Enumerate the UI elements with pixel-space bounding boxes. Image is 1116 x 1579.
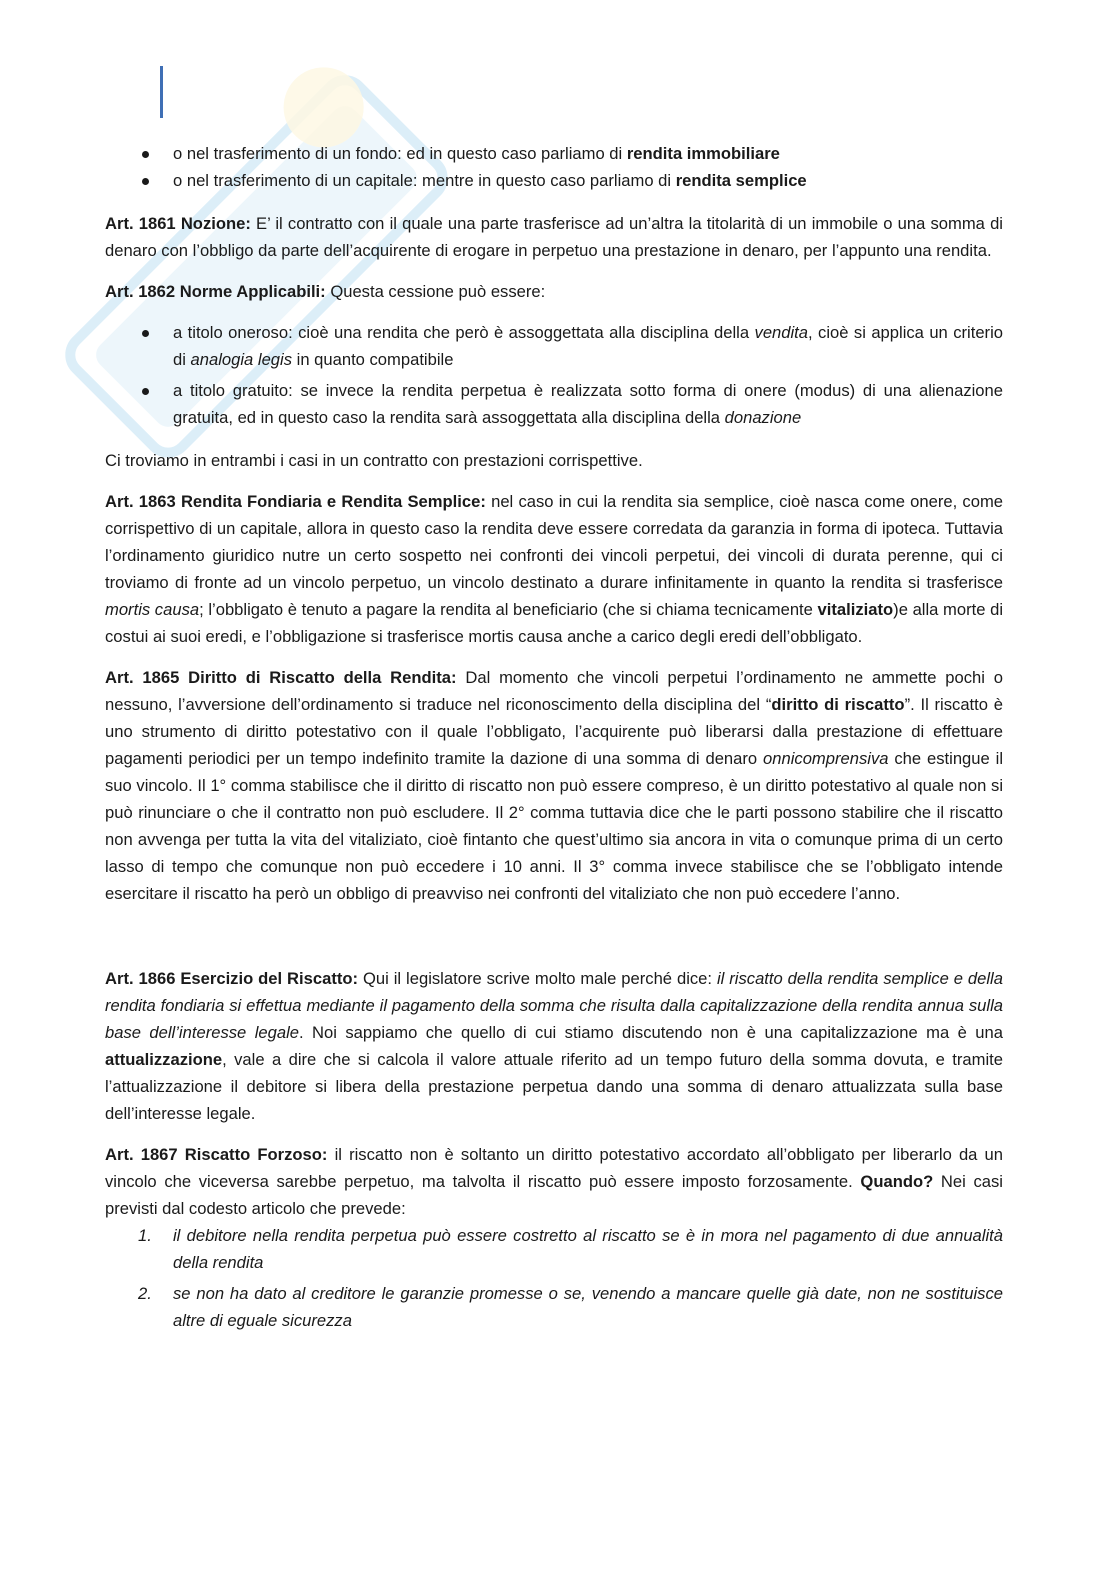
paragraph-art1862: Art. 1862 Norme Applicabili: Questa cessione può essere: <box>105 282 546 301</box>
art1867-list <box>105 1222 1003 1334</box>
paragraph-art1866: Art. 1866 Esercizio del Riscatto: Qui il legislatore scrive molto male perché dice: il riscatto della rendita semplice e della rendita fondiaria si effettua mediante il pagamento della somma che risulta dalla capitalizzazione della rendita annua sulla base dell’interesse legale. Noi sappiamo che quello di cui stiamo discutendo non è una capitalizzazione ma è una attualizzazione, vale a dire che si calcola il valore attuale riferito ad un tempo futuro della somma dovuta, e tramite l’attualizzazione il debitore si libera della prestazione perpetua dando una somma di denaro attualizzata sulla base dell’interesse legale. <box>105 969 1003 1123</box>
page-margin-bar <box>160 66 163 118</box>
list-item: 2. se non ha dato al creditore le garanzie promesse o se, venendo a mancare quelle già date, non ne sostituisce altre di eguale sicurezza <box>138 1284 1003 1330</box>
list-item: 1. il debitore nella rendita perpetua può essere costretto al riscatto se è in mora nel pagamento di due annualità della rendita <box>138 1226 1003 1272</box>
list-item: o nel trasferimento di un capitale: mentre in questo caso parliamo di rendita semplice <box>105 167 1003 194</box>
paragraph-art1861: Art. 1861 Nozione: E’ il contratto con il quale una parte trasferisce ad un’altra la titolarità di un immobile o una somma di denaro con l’obbligo da parte dell’acquirente di erogare in perpetuo una prestazione in denaro, per l’appunto una rendita. <box>105 214 1003 260</box>
paragraph-art1863: Art. 1863 Rendita Fondiaria e Rendita Semplice: nel caso in cui la rendita sia semplice, cioè nasca come onere, come corrispettivo di un capitale, allora in questo caso la rendita deve essere corredata da garanzia in forma di ipoteca. Tuttavia l’ordinamento giuridico nutre un certo sospetto nei confronti dei vincoli perpetui, dei vincoli di durata perenne, qui ci troviamo di fronte ad un vincolo perpetuo, un vincolo destinato a durare infinitamente in quanto la rendita si trasferisce mortis causa; l’obbligato è tenuto a pagare la rendita al beneficiario (che si chiama tecnicamente vitaliziato)e alla morte di costui ai suoi eredi, e l’obbligazione si trasferisce mortis causa anche a carico degli eredi dell’obbligato. <box>105 492 1004 646</box>
list-item: a titolo oneroso: cioè una rendita che però è assoggettata alla disciplina della vendita, cioè si applica un criterio di analogia legis in quanto compatibile <box>105 319 1003 373</box>
list-item: o nel trasferimento di un fondo: ed in questo caso parliamo di rendita immobiliare <box>105 140 1003 167</box>
paragraph-both-cases: Ci troviamo in entrambi i casi in un contratto con prestazioni corrispettive. <box>105 451 643 470</box>
art1862-list <box>105 319 1003 431</box>
document-body <box>105 140 1003 1334</box>
paragraph-art1865: Art. 1865 Diritto di Riscatto della Rendita: Dal momento che vincoli perpetui l’ordinamento ne ammette pochi o nessuno, l’avversione dell’ordinamento si traduce nel riconoscimento della disciplina del “diritto di riscatto”. Il riscatto è uno strumento di diritto potestativo con il quale l’obbligato, l’acquirente può liberarsi dalla prestazione di effettuare pagamenti periodici per un tempo indefinito tramite la dazione di una somma di denaro onnicomprensiva che estingue il suo vincolo. Il 1° comma stabilisce che il diritto di riscatto non può essere compreso, è un diritto potestativo al quale non si può rinunciare o che il contratto non può escludere. Il 2° comma tuttavia dice che le parti possono stabilire che il riscatto non avvenga per tutta la vita del vitaliziato, cioè fintanto che quest’ultimo sia ancora in vita o comunque prima di un certo lasso di tempo che comunque non può eccedere i 10 anni. Il 3° comma invece stabilisce che se l’obbligato intende esercitare il riscatto ha però un obbligo di preavviso nei confronti del vitaliziato che non può eccedere l’anno. <box>105 668 1004 903</box>
paragraph-art1867: Art. 1867 Riscatto Forzoso: il riscatto non è soltanto un diritto potestativo accordato all’obbligato per liberarlo da un vincolo che viceversa sarebbe perpetuo, ma talvolta il riscatto può essere imposto forzosamente. Quando? Nei casi previsti dal codesto articolo che prevede: <box>105 1145 1004 1218</box>
list-item: a titolo gratuito: se invece la rendita perpetua è realizzata sotto forma di onere (modus) di una alienazione gratuita, ed in questo caso la rendita sarà assoggettata alla disciplina della donazione <box>105 377 1003 431</box>
intro-list <box>105 140 1003 194</box>
